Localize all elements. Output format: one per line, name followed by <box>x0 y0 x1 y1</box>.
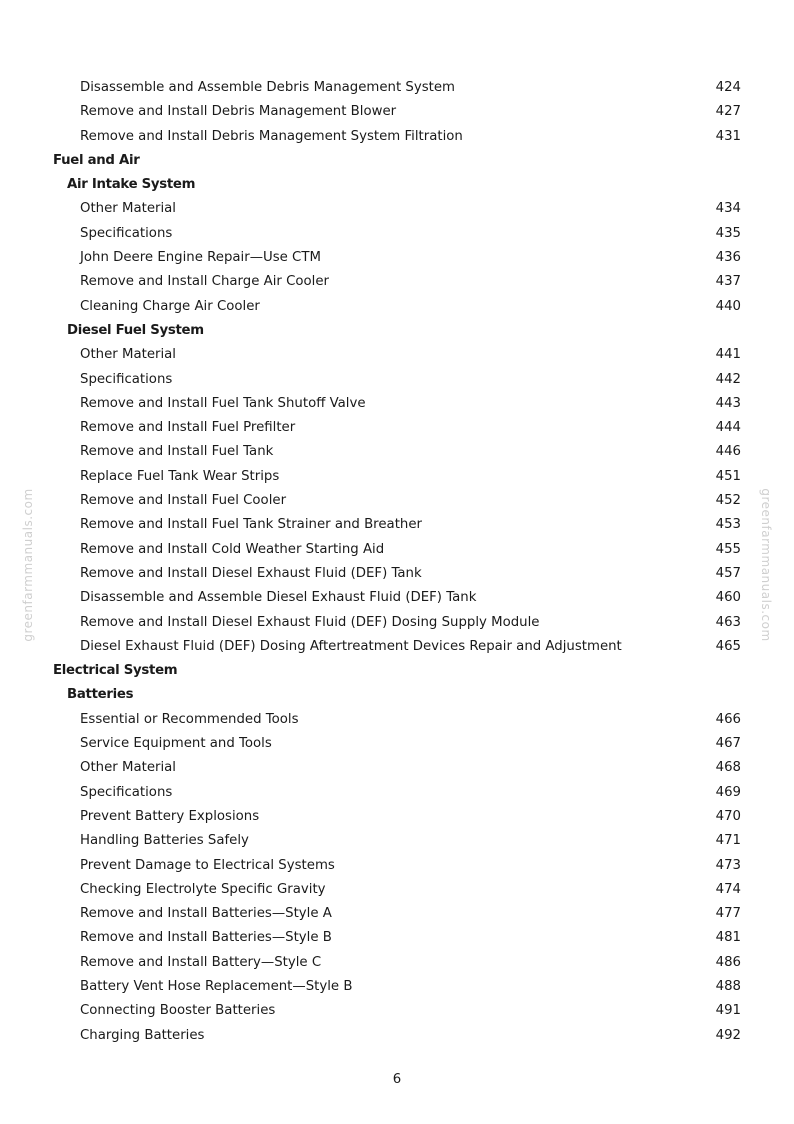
toc-entry[interactable] <box>0 197 794 221</box>
toc-entry-title: Other Material <box>80 347 176 363</box>
toc-entry[interactable] <box>0 295 794 319</box>
toc-entry-title: Electrical System <box>53 663 178 679</box>
toc-entry-page: 460 <box>715 590 741 606</box>
toc-entry-title: Disassemble and Assemble Debris Management System <box>80 80 455 95</box>
toc-entry[interactable] <box>0 926 794 950</box>
toc-entry-page: 452 <box>715 493 741 509</box>
toc-entry[interactable] <box>0 246 794 270</box>
toc-entry[interactable] <box>0 562 794 586</box>
toc-entry[interactable] <box>0 416 794 440</box>
toc-entry-title: Remove and Install Debris Management System Filtration <box>80 128 463 144</box>
toc-entry-title: Remove and Install Charge Air Cooler <box>80 274 330 290</box>
toc-entry-title: Charging Batteries <box>80 1027 205 1043</box>
toc-entry-title: Specifications <box>80 371 173 387</box>
toc-entry-page: 465 <box>715 638 741 654</box>
toc-entry-title: Prevent Damage to Electrical Systems <box>80 857 335 873</box>
toc-entry[interactable] <box>0 951 794 975</box>
toc-entry-title: Fuel and Air <box>53 152 140 168</box>
toc-entry-title: Remove and Install Battery—Style C <box>80 954 322 970</box>
toc-entry-title: Remove and Install Batteries—Style B <box>80 930 332 946</box>
toc-entry-page: 463 <box>715 614 741 630</box>
toc-entry[interactable] <box>0 538 794 562</box>
toc-entry-title: Cleaning Charge Air Cooler <box>80 298 260 314</box>
toc-subsection-heading[interactable] <box>0 173 794 197</box>
toc-entry-page: 436 <box>715 250 741 266</box>
toc-entry-page: 427 <box>715 104 741 120</box>
toc-entry[interactable] <box>0 999 794 1023</box>
toc-entry-page: 481 <box>715 930 741 946</box>
toc-entry-title: Other Material <box>80 760 176 776</box>
toc-entry-title: Connecting Booster Batteries <box>80 1003 276 1019</box>
toc-entry-title: Checking Electrolyte Specific Gravity <box>80 881 326 897</box>
toc-entry-page: 488 <box>715 978 741 994</box>
toc-entry[interactable] <box>0 1024 794 1048</box>
toc-entry[interactable] <box>0 343 794 367</box>
toc-entry-title: Remove and Install Diesel Exhaust Fluid (DEF) Tank <box>80 565 422 581</box>
toc-entry-title: Remove and Install Fuel Prefilter <box>80 420 296 436</box>
toc-entry-title: Remove and Install Fuel Cooler <box>80 493 287 509</box>
toc-entry-page: 457 <box>715 565 741 581</box>
toc-entry-page: 473 <box>715 857 741 873</box>
toc-entry[interactable] <box>0 100 794 124</box>
toc-entry[interactable] <box>0 392 794 416</box>
toc-entry[interactable] <box>0 805 794 829</box>
page-number: 6 <box>392 1072 402 1087</box>
toc-entry-title: Replace Fuel Tank Wear Strips <box>80 468 280 484</box>
toc-entry[interactable] <box>0 975 794 999</box>
toc-entry-page: 466 <box>715 711 741 727</box>
toc-entry-title: Specifications <box>80 225 173 241</box>
table-of-contents <box>0 76 794 1048</box>
toc-entry[interactable] <box>0 489 794 513</box>
toc-entry[interactable] <box>0 781 794 805</box>
toc-entry-title: Remove and Install Fuel Tank <box>80 444 274 460</box>
toc-entry[interactable] <box>0 222 794 246</box>
toc-entry-title: Prevent Battery Explosions <box>80 808 260 824</box>
toc-section-heading[interactable] <box>0 149 794 173</box>
toc-entry-page: 491 <box>715 1003 741 1019</box>
toc-entry-page: 469 <box>715 784 741 800</box>
toc-entry-title: Other Material <box>80 201 176 217</box>
toc-entry[interactable] <box>0 586 794 610</box>
toc-entry-page: 492 <box>715 1027 741 1043</box>
toc-entry-title: Battery Vent Hose Replacement—Style B <box>80 978 353 994</box>
toc-entry-title: Remove and Install Diesel Exhaust Fluid (DEF) Dosing Supply Module <box>80 614 540 630</box>
watermark-right: greenfarmmanuals.com <box>759 488 773 642</box>
toc-entry-title: Air Intake System <box>67 177 196 193</box>
toc-entry[interactable] <box>0 465 794 489</box>
toc-entry[interactable] <box>0 829 794 853</box>
toc-entry[interactable] <box>0 635 794 659</box>
toc-entry[interactable] <box>0 708 794 732</box>
toc-entry[interactable] <box>0 76 794 100</box>
toc-entry-page: 434 <box>715 201 741 217</box>
toc-entry-page: 440 <box>715 298 741 314</box>
toc-entry-page: 444 <box>715 420 741 436</box>
toc-entry-title: Service Equipment and Tools <box>80 736 272 752</box>
toc-entry[interactable] <box>0 611 794 635</box>
toc-entry-title: Remove and Install Debris Management Blower <box>80 104 397 120</box>
toc-entry-title: Diesel Fuel System <box>67 322 204 338</box>
toc-entry-title: Disassemble and Assemble Diesel Exhaust Fluid (DEF) Tank <box>80 590 477 606</box>
toc-entry[interactable] <box>0 732 794 756</box>
toc-entry-page: 468 <box>715 760 741 776</box>
toc-entry-page: 455 <box>715 541 741 557</box>
toc-entry[interactable] <box>0 854 794 878</box>
toc-entry[interactable] <box>0 368 794 392</box>
toc-entry-title: Handling Batteries Safely <box>80 833 249 849</box>
toc-entry-title: Remove and Install Fuel Tank Strainer and Breather <box>80 517 422 533</box>
toc-entry-page: 441 <box>715 347 741 363</box>
toc-entry-page: 442 <box>715 371 741 387</box>
watermark-left: greenfarmmanuals.com <box>21 488 35 642</box>
toc-entry-page: 477 <box>715 906 741 922</box>
toc-entry-page: 453 <box>715 517 741 533</box>
toc-entry-title: Remove and Install Fuel Tank Shutoff Valve <box>80 395 366 411</box>
toc-entry-title: Essential or Recommended Tools <box>80 711 299 727</box>
toc-subsection-heading[interactable] <box>0 319 794 343</box>
toc-entry-page: 486 <box>715 954 741 970</box>
toc-entry[interactable] <box>0 270 794 294</box>
toc-entry-page: 435 <box>715 225 741 241</box>
toc-entry-page: 451 <box>715 468 741 484</box>
toc-entry-page: 471 <box>715 833 741 849</box>
toc-entry-title: Batteries <box>67 687 134 703</box>
toc-entry[interactable] <box>0 902 794 926</box>
toc-entry[interactable] <box>0 878 794 902</box>
toc-entry-page: 474 <box>715 881 741 897</box>
toc-entry-page: 437 <box>715 274 741 290</box>
toc-entry[interactable] <box>0 756 794 780</box>
toc-entry-page: 446 <box>715 444 741 460</box>
toc-entry-page: 431 <box>715 128 741 144</box>
toc-entry-title: John Deere Engine Repair—Use CTM <box>80 250 321 266</box>
toc-entry-page: 443 <box>715 395 741 411</box>
toc-entry-title: Remove and Install Batteries—Style A <box>80 906 332 922</box>
toc-entry-title: Diesel Exhaust Fluid (DEF) Dosing Aftertreatment Devices Repair and Adjustment <box>80 638 622 654</box>
toc-entry[interactable] <box>0 125 794 149</box>
toc-entry-title: Remove and Install Cold Weather Starting Aid <box>80 541 385 557</box>
toc-entry-page: 470 <box>715 808 741 824</box>
toc-entry[interactable] <box>0 513 794 537</box>
toc-subsection-heading[interactable] <box>0 683 794 707</box>
toc-entry-title: Specifications <box>80 784 173 800</box>
toc-entry-page: 424 <box>715 80 741 95</box>
toc-section-heading[interactable] <box>0 659 794 683</box>
toc-entry[interactable] <box>0 440 794 464</box>
toc-entry-page: 467 <box>715 736 741 752</box>
